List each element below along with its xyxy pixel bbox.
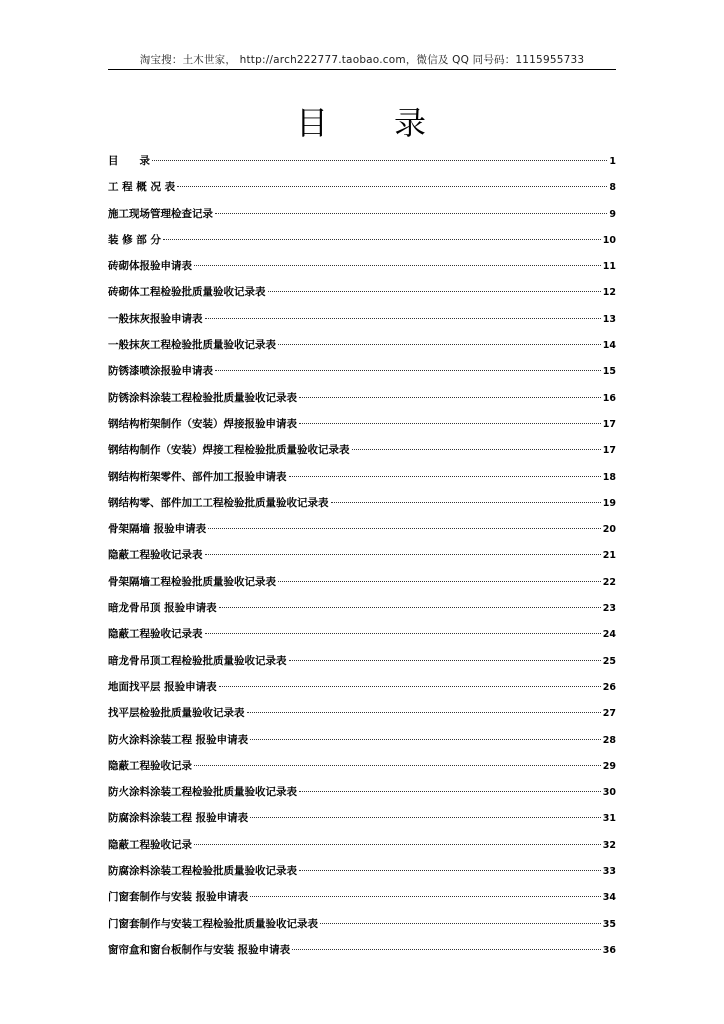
toc-entry-label: 骨架隔墙工程检验批质量验收记录表 <box>108 575 276 588</box>
toc-entry-page-number: 35 <box>602 918 616 930</box>
toc-entry-label: 一般抹灰报验申请表 <box>108 312 203 325</box>
toc-entry-label: 防火涂料涂装工程检验批质量验收记录表 <box>108 786 297 799</box>
toc-leader-dots <box>163 239 601 240</box>
toc-entry[interactable] <box>108 858 616 884</box>
toc-entry-label: 隐蔽工程验收记录表 <box>108 628 203 641</box>
toc-leader-dots <box>219 686 601 687</box>
toc-entry-label: 隐蔽工程验收记录 <box>108 759 192 772</box>
toc-entry-page-number: 29 <box>602 760 616 772</box>
toc-entry[interactable] <box>108 385 616 411</box>
toc-leader-dots <box>219 607 601 608</box>
toc-entry-page-number: 11 <box>602 261 616 273</box>
toc-entry[interactable] <box>108 753 616 779</box>
toc-leader-dots <box>278 344 601 345</box>
toc-entry[interactable] <box>108 674 616 700</box>
toc-entry-page-number: 17 <box>602 418 616 430</box>
toc-entry-label: 地面找平层 报验申请表 <box>108 680 217 693</box>
toc-entry[interactable] <box>108 779 616 805</box>
toc-leader-dots <box>278 581 601 582</box>
toc-entry[interactable] <box>108 884 616 910</box>
toc-entry-page-number: 12 <box>602 287 616 299</box>
toc-entry-page-number: 34 <box>602 892 616 904</box>
toc-entry-page-number: 36 <box>602 944 616 956</box>
toc-entry[interactable] <box>108 727 616 753</box>
toc-entry-label: 一般抹灰工程检验批质量验收记录表 <box>108 339 276 352</box>
toc-entry-label: 施工现场管理检查记录 <box>108 207 213 220</box>
toc-entry-page-number: 21 <box>602 550 616 562</box>
toc-entry-page-number: 22 <box>602 576 616 588</box>
toc-entry[interactable] <box>108 937 616 963</box>
toc-leader-dots <box>268 291 601 292</box>
table-of-contents <box>108 148 616 963</box>
toc-leader-dots <box>320 923 601 924</box>
toc-entry[interactable] <box>108 358 616 384</box>
toc-entry[interactable] <box>108 332 616 358</box>
toc-entry-label: 砖砌体工程检验批质量验收记录表 <box>108 286 266 299</box>
title-right-char: 录 <box>394 104 429 142</box>
toc-entry-page-number: 18 <box>602 471 616 483</box>
toc-entry[interactable] <box>108 464 616 490</box>
toc-leader-dots <box>205 554 601 555</box>
toc-entry-page-number: 24 <box>602 629 616 641</box>
toc-entry-page-number: 17 <box>602 445 616 457</box>
page-title <box>0 98 724 144</box>
header-divider <box>108 69 616 70</box>
toc-entry-page-number: 32 <box>602 839 616 851</box>
toc-entry-page-number: 33 <box>602 866 616 878</box>
toc-entry-label: 防腐涂料涂装工程 报验申请表 <box>108 812 249 825</box>
toc-entry[interactable] <box>108 490 616 516</box>
toc-leader-dots <box>194 765 601 766</box>
toc-entry-page-number: 31 <box>602 813 616 825</box>
toc-entry-label: 钢结构桁架零件、部件加工报验申请表 <box>108 470 287 483</box>
toc-entry-label: 钢结构桁架制作（安装）焊接报验申请表 <box>108 417 297 430</box>
toc-entry[interactable] <box>108 516 616 542</box>
toc-entry-label: 防锈漆喷涂报验申请表 <box>108 365 213 378</box>
toc-entry[interactable] <box>108 621 616 647</box>
toc-entry[interactable] <box>108 411 616 437</box>
toc-entry[interactable] <box>108 174 616 200</box>
toc-entry-label: 工 程 概 况 表 <box>108 181 176 194</box>
toc-entry[interactable] <box>108 832 616 858</box>
toc-entry-label: 砖砌体报验申请表 <box>108 260 192 273</box>
toc-entry-label: 防锈涂料涂装工程检验批质量验收记录表 <box>108 391 297 404</box>
toc-entry-page-number: 14 <box>602 340 616 352</box>
toc-entry-page-number: 10 <box>602 234 616 246</box>
toc-entry[interactable] <box>108 253 616 279</box>
toc-entry[interactable] <box>108 911 616 937</box>
toc-entry-page-number: 15 <box>602 366 616 378</box>
toc-entry-page-number: 25 <box>602 655 616 667</box>
toc-entry-label: 骨架隔墙 报验申请表 <box>108 523 207 536</box>
toc-leader-dots <box>215 213 607 214</box>
toc-entry-page-number: 8 <box>609 182 616 194</box>
toc-leader-dots <box>331 502 601 503</box>
toc-entry-page-number: 9 <box>609 208 616 220</box>
toc-entry[interactable] <box>108 437 616 463</box>
toc-entry[interactable] <box>108 700 616 726</box>
toc-entry[interactable] <box>108 201 616 227</box>
toc-entry[interactable] <box>108 569 616 595</box>
toc-entry-label: 找平层检验批质量验收记录表 <box>108 707 245 720</box>
toc-leader-dots <box>215 370 601 371</box>
toc-entry-page-number: 16 <box>602 392 616 404</box>
toc-leader-dots <box>152 160 607 161</box>
toc-leader-dots <box>194 265 601 266</box>
toc-leader-dots <box>250 896 601 897</box>
toc-entry-label: 门窗套制作与安装工程检验批质量验收记录表 <box>108 917 318 930</box>
toc-entry-page-number: 30 <box>602 787 616 799</box>
toc-entry[interactable] <box>108 227 616 253</box>
toc-leader-dots <box>177 186 607 187</box>
toc-entry-label: 钢结构制作（安装）焊接工程检验批质量验收记录表 <box>108 444 350 457</box>
toc-leader-dots <box>250 739 601 740</box>
toc-entry-label: 隐蔽工程验收记录 <box>108 838 192 851</box>
toc-entry-label: 暗龙骨吊顶 报验申请表 <box>108 602 217 615</box>
toc-entry-page-number: 13 <box>602 313 616 325</box>
toc-entry-label: 装 修 部 分 <box>108 233 161 246</box>
toc-leader-dots <box>247 712 601 713</box>
toc-leader-dots <box>289 476 601 477</box>
toc-entry[interactable] <box>108 542 616 568</box>
toc-entry-page-number: 28 <box>602 734 616 746</box>
toc-leader-dots <box>208 528 601 529</box>
toc-entry[interactable] <box>108 595 616 621</box>
toc-entry-label: 隐蔽工程验收记录表 <box>108 549 203 562</box>
page-header: 淘宝搜：土木世家， http://arch222777.taobao.com，微信及 QQ 同号码：1115955733 <box>139 54 585 66</box>
toc-leader-dots <box>299 423 601 424</box>
toc-entry-label: 窗帘盒和窗台板制作与安装 报验申请表 <box>108 943 291 956</box>
toc-leader-dots <box>205 318 601 319</box>
toc-leader-dots <box>352 449 601 450</box>
toc-leader-dots <box>205 633 601 634</box>
title-left-char: 目 <box>295 104 330 142</box>
toc-leader-dots <box>250 817 601 818</box>
toc-leader-dots <box>299 870 601 871</box>
toc-entry-page-number: 19 <box>602 497 616 509</box>
toc-entry-page-number: 26 <box>602 681 616 693</box>
toc-entry[interactable] <box>108 279 616 305</box>
toc-entry-label: 防腐涂料涂装工程检验批质量验收记录表 <box>108 865 297 878</box>
toc-entry-page-number: 23 <box>602 603 616 615</box>
toc-leader-dots <box>299 397 601 398</box>
toc-entry-page-number: 27 <box>602 708 616 720</box>
toc-leader-dots <box>194 844 601 845</box>
toc-entry-label: 目 录 <box>108 155 150 167</box>
toc-leader-dots <box>289 660 601 661</box>
toc-entry-label: 防火涂料涂装工程 报验申请表 <box>108 733 249 746</box>
toc-entry[interactable] <box>108 648 616 674</box>
toc-entry-label: 暗龙骨吊顶工程检验批质量验收记录表 <box>108 654 287 667</box>
toc-entry-page-number: 1 <box>609 156 616 167</box>
toc-entry-page-number: 20 <box>602 524 616 536</box>
toc-entry-label: 钢结构零、部件加工工程检验批质量验收记录表 <box>108 496 329 509</box>
toc-leader-dots <box>299 791 601 792</box>
toc-entry[interactable] <box>108 805 616 831</box>
toc-entry[interactable] <box>108 148 616 174</box>
toc-entry-label: 门窗套制作与安装 报验申请表 <box>108 891 249 904</box>
toc-entry[interactable] <box>108 306 616 332</box>
toc-leader-dots <box>292 949 601 950</box>
